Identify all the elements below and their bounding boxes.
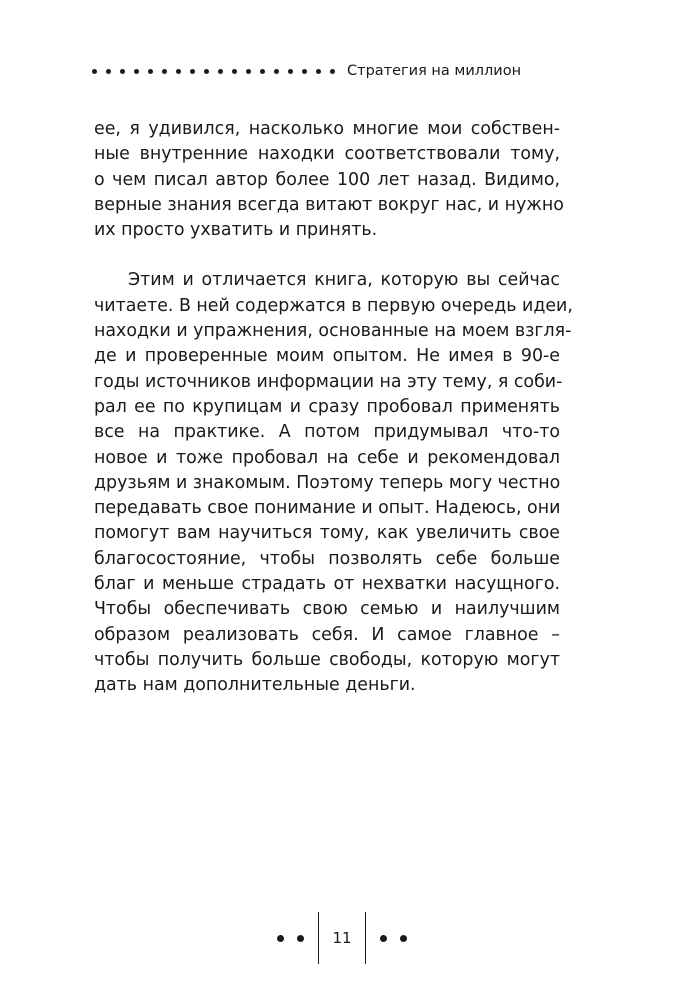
folio-dots-right — [380, 935, 407, 942]
text-line: Этим и отличается книга, которую вы сейчас — [128, 270, 560, 291]
bullet-dot-icon — [297, 935, 304, 942]
bullet-dot-icon — [330, 69, 335, 74]
text-line: друзьям и знакомым. Поэтому теперь могу честно — [94, 472, 561, 493]
bullet-dot-icon — [204, 69, 209, 74]
bullet-dot-icon — [246, 69, 251, 74]
bullet-dot-icon — [380, 935, 387, 942]
text-line: передавать свое понимание и опыт. Надеюсь, они — [94, 498, 561, 519]
text-line: ные внутренние находки соответствовали тому, — [94, 144, 560, 165]
bullet-dot-icon — [162, 69, 167, 74]
text-line: чтобы получить больше свободы, которую могут — [94, 649, 560, 670]
text-line: годы источников информации на эту тему, я соби- — [94, 371, 563, 392]
paragraph-1 — [94, 117, 564, 243]
bullet-dot-icon — [218, 69, 223, 74]
text-line: о чем писал автор более 100 лет назад. Видимо, — [94, 169, 560, 190]
page-folio — [268, 912, 416, 964]
header-dot-leader — [92, 69, 335, 74]
bullet-dot-icon — [400, 935, 407, 942]
running-header — [92, 60, 560, 82]
page-number-box — [318, 912, 366, 964]
text-line: новое и тоже пробовал на себе и рекомендовал — [94, 447, 560, 468]
bullet-dot-icon — [190, 69, 195, 74]
bullet-dot-icon — [148, 69, 153, 74]
bullet-dot-icon — [277, 935, 284, 942]
bullet-dot-icon — [134, 69, 139, 74]
text-line: благосостояние, чтобы позволять себе больше — [94, 548, 560, 569]
text-line: их просто ухватить и принять. — [94, 220, 378, 241]
text-line: верные знания всегда витают вокруг нас, и нужно — [94, 194, 564, 215]
text-line: находки и упражнения, основанные на моем взгля- — [94, 321, 572, 342]
folio-dots-left — [277, 935, 304, 942]
text-line: рал ее по крупицам и сразу пробовал применять — [94, 396, 560, 417]
text-line: дать нам дополнительные деньги. — [94, 675, 416, 696]
text-line: помогут вам научиться тому, как увеличить свое — [94, 523, 560, 544]
bullet-dot-icon — [92, 69, 97, 74]
bullet-dot-icon — [316, 69, 321, 74]
page-body — [94, 117, 573, 699]
bullet-dot-icon — [106, 69, 111, 74]
text-line: де и проверенные моим опытом. Не имея в 90-е — [94, 346, 560, 367]
text-line: читаете. В ней содержатся в первую очередь идеи, — [94, 295, 573, 316]
running-title: Стратегия на миллион — [347, 63, 522, 79]
text-line: ее, я удивился, насколько многие мои собствен- — [94, 119, 560, 139]
bullet-dot-icon — [176, 69, 181, 74]
bullet-dot-icon — [288, 69, 293, 74]
bullet-dot-icon — [274, 69, 279, 74]
bullet-dot-icon — [120, 69, 125, 74]
bullet-dot-icon — [302, 69, 307, 74]
text-line: благ и меньше страдать от нехватки насущного. — [94, 574, 560, 595]
text-line: все на практике. А потом придумывал что-то — [94, 422, 560, 443]
text-line: Чтобы обеспечивать свою семью и наилучшим — [94, 599, 560, 620]
page-number: 11 — [332, 929, 352, 947]
paragraph-2 — [94, 268, 573, 698]
text-line: образом реализовать себя. И самое главное – — [94, 624, 560, 645]
paragraph-spacer — [94, 243, 560, 268]
bullet-dot-icon — [232, 69, 237, 74]
bullet-dot-icon — [260, 69, 265, 74]
